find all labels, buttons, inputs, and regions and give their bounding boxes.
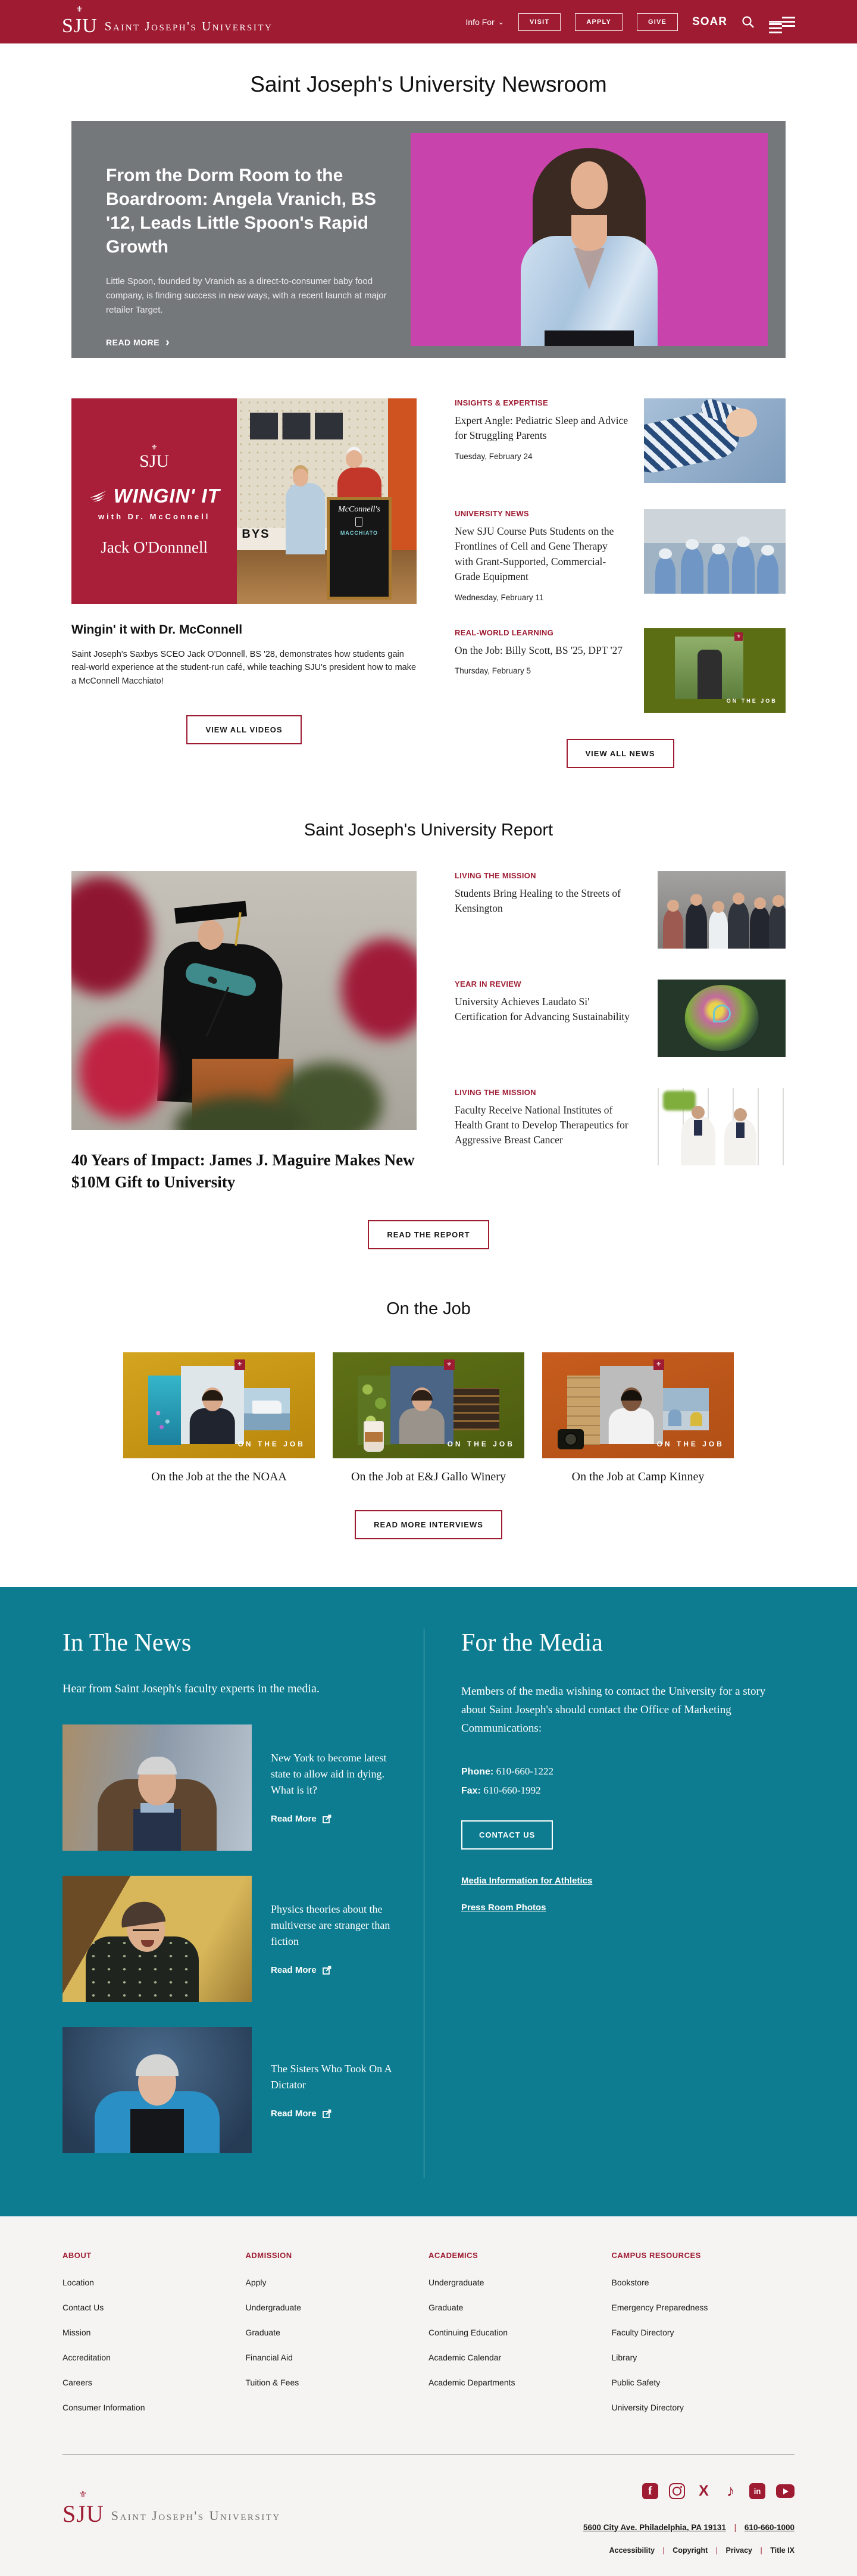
footer-column-admission [246, 2251, 429, 2428]
video-show-subtitle: with Dr. McConnell [98, 512, 211, 522]
report-category: LIVING THE MISSION [455, 871, 536, 880]
footer-link-bookstore[interactable]: Bookstore [611, 2277, 649, 2287]
sju-logo[interactable] [62, 5, 273, 37]
sju-logo-mark: ⚜ SJU [62, 5, 98, 37]
site-header [0, 0, 857, 43]
sju-logo-wordmark: Saint Joseph's University [104, 18, 273, 33]
soar-link[interactable]: SOAR [692, 15, 727, 28]
linkedin-icon[interactable]: in [749, 2483, 765, 2499]
legal-links: Accessibility | Copyright | Privacy | Title IX [609, 2546, 795, 2555]
news-list-item [455, 398, 786, 483]
on-the-job-card-gallo[interactable] [333, 1352, 524, 1458]
tiktok-icon[interactable]: ♪ [726, 2481, 735, 2500]
page-title: Saint Joseph's University Newsroom [250, 72, 607, 96]
report-item-title[interactable]: University Achieves Laudato Si' Certification for Advancing Sustainability [455, 995, 630, 1022]
press-room-photos-link[interactable]: Press Room Photos [461, 1902, 546, 1913]
read-more-link[interactable]: Read More [271, 2109, 331, 2119]
in-the-news-title: In The News [62, 1629, 192, 1657]
report-item [455, 871, 786, 949]
news-list-column [455, 398, 786, 768]
video-title: Wingin' it with Dr. McConnell [71, 623, 243, 637]
privacy-link[interactable]: Privacy [725, 2546, 753, 2555]
camera-graphic [558, 1429, 584, 1449]
footer-link-academic-departments[interactable]: Academic Departments [428, 2377, 515, 2387]
info-for-menu[interactable]: Info For ⌄ [465, 17, 504, 27]
chalkboard-sign: McConnell's MACCHIATO [327, 497, 392, 600]
on-the-job-card-noaa[interactable] [123, 1352, 315, 1458]
video-thumbnail[interactable] [71, 398, 417, 604]
dna-graphic [151, 1405, 174, 1433]
footer-column-academics [428, 2251, 612, 2428]
footer-link-consumer-information[interactable]: Consumer Information [62, 2402, 145, 2412]
footer-link-public-safety[interactable]: Public Safety [611, 2377, 661, 2387]
view-all-news-button[interactable]: VIEW ALL NEWS [567, 739, 674, 768]
footer-link-careers[interactable]: Careers [62, 2377, 92, 2387]
footer-link-graduate[interactable]: Graduate [245, 2327, 280, 2337]
coffee-cup-icon [355, 517, 362, 527]
news-date: Tuesday, February 24 [455, 451, 533, 461]
wine-shelf-photo [453, 1388, 499, 1430]
read-the-report-button[interactable]: READ THE REPORT [368, 1220, 489, 1249]
footer-sju-logo[interactable] [62, 2489, 281, 2527]
news-list-item [455, 509, 786, 602]
on-the-job-card-camp-kinney[interactable] [542, 1352, 734, 1458]
copyright-link[interactable]: Copyright [673, 2546, 708, 2555]
news-category: INSIGHTS & EXPERTISE [455, 398, 548, 407]
menu-icon[interactable] [769, 14, 795, 29]
apply-button[interactable]: APPLY [575, 13, 623, 31]
report-thumbnail-faculty-lab[interactable] [658, 1088, 786, 1165]
footer-column-about [62, 2251, 246, 2428]
news-date: Wednesday, February 11 [455, 592, 544, 602]
for-the-media-column [424, 1629, 795, 2178]
x-twitter-icon[interactable]: X [699, 2482, 709, 2499]
footer-link-library[interactable]: Library [611, 2352, 637, 2362]
media-fax: Fax: 610-660-1992 [461, 1784, 541, 1796]
title-ix-link[interactable]: Title IX [770, 2546, 795, 2555]
footer-link-tuition-fees[interactable]: Tuition & Fees [245, 2377, 299, 2387]
header-nav [466, 13, 796, 31]
footer-heading: CAMPUS RESOURCES [611, 2250, 701, 2260]
report-feature-photo[interactable] [71, 871, 417, 1130]
video-description: Saint Joseph's Saxbys SCEO Jack O'Donnell, BS '28, demonstrates how students gain real-world experience at the student-run café, while teaching SJU's president how to make a McConnell Macchiato! [71, 650, 417, 686]
report-section-title: Saint Joseph's University Report [304, 820, 553, 840]
chevron-down-icon: ⌄ [498, 17, 504, 26]
in-the-news-subtitle: Hear from Saint Joseph's faculty experts in the media. [62, 1682, 320, 1695]
fleur-de-lis-icon: ⚜ [76, 5, 84, 14]
iced-coffee-graphic [364, 1421, 384, 1452]
sju-logo-mark: ⚜ SJU [62, 2489, 104, 2527]
on-the-job-caption: ON THE JOB [237, 1440, 305, 1449]
hero-feature [71, 121, 786, 358]
in-the-news-headline: The Sisters Who Took On A Dictator [271, 2062, 392, 2091]
in-the-news-headline: New York to become latest state to allow aid in dying. What is it? [271, 1752, 387, 1796]
report-item [455, 1088, 786, 1165]
in-the-news-item [62, 1876, 398, 2002]
report-item-title[interactable]: Faculty Receive National Institutes of Health Grant to Develop Therapeutics for Aggressive Breast Cancer [455, 1103, 628, 1146]
on-the-job-caption: ON THE JOB [447, 1440, 515, 1449]
news-category: UNIVERSITY NEWS [455, 509, 529, 518]
youtube-icon[interactable] [776, 2484, 795, 2498]
footer-link-graduate[interactable]: Graduate [428, 2302, 464, 2312]
media-info-athletics-link[interactable]: Media Information for Athletics [461, 1875, 593, 1886]
chevron-right-icon: › [165, 335, 170, 349]
report-category: YEAR IN REVIEW [455, 979, 521, 988]
footer-link-contact-us[interactable]: Contact Us [62, 2302, 104, 2312]
news-thumbnail-baby[interactable] [644, 398, 786, 483]
report-item [455, 980, 786, 1057]
news-category: REAL-WORLD LEARNING [455, 628, 554, 637]
visit-button[interactable]: VISIT [518, 13, 561, 31]
footer-link-emergency-preparedness[interactable]: Emergency Preparedness [611, 2302, 708, 2312]
contact-us-button[interactable]: CONTACT US [461, 1820, 553, 1850]
laudato-si-mark [713, 1005, 731, 1022]
news-thumbnail-lab-students[interactable] [644, 509, 786, 594]
on-the-job-title: On the Job [386, 1299, 471, 1318]
in-the-news-column [62, 1629, 424, 2178]
view-all-videos-button[interactable]: VIEW ALL VIDEOS [186, 715, 301, 744]
footer-link-mission[interactable]: Mission [62, 2327, 91, 2337]
footer-link-academic-calendar[interactable]: Academic Calendar [428, 2352, 502, 2362]
report-thumbnail-laudato-si[interactable] [658, 980, 786, 1057]
news-title-link[interactable]: New SJU Course Puts Students on the Frontlines of Cell and Gene Therapy with Grant-Supported, Commercial-Grade Equipment [455, 525, 614, 583]
news-thumbnail-on-the-job[interactable]: ⚜ ON THE JOB [644, 628, 786, 713]
expert-photo-street[interactable] [62, 1724, 252, 1851]
sju-shield-icon: ⚜ [444, 1359, 455, 1370]
saxbys-sign: BYS [237, 528, 341, 550]
on-the-job-section [71, 1299, 786, 1539]
facebook-icon[interactable]: f [642, 2483, 658, 2499]
media-phone: Phone: 610-660-1222 [461, 1765, 553, 1777]
expert-photo-portrait[interactable] [62, 2027, 252, 2153]
video-show-title: WINGIN' IT [113, 485, 220, 507]
for-the-media-title: For the Media [461, 1629, 603, 1657]
video-guest-name: Jack O'Donnnell [101, 538, 208, 557]
video-thumb-title-panel [71, 398, 237, 604]
hero-title: From the Dorm Room to the Boardroom: Angela Vranich, BS '12, Leads Little Spoon's Rapid Growth [106, 166, 376, 257]
phone-link[interactable]: 610-660-1000 [744, 2522, 795, 2532]
news-list-item [455, 628, 786, 713]
sju-shield-icon: ⚜ [734, 632, 743, 641]
footer-link-accreditation[interactable]: Accreditation [62, 2352, 111, 2362]
footer-link-faculty-directory[interactable]: Faculty Directory [611, 2327, 674, 2337]
external-link-icon [323, 1966, 331, 1975]
report-items-column [455, 871, 786, 1196]
in-the-news-headline: Physics theories about the multiverse are stranger than fiction [271, 1903, 390, 1947]
read-more-link[interactable]: Read More [271, 1965, 331, 1975]
accessibility-link[interactable]: Accessibility [609, 2546, 655, 2555]
report-category: LIVING THE MISSION [455, 1087, 536, 1097]
footer-link-undergraduate[interactable]: Undergraduate [245, 2302, 301, 2312]
sju-shield-icon: ⚜ [653, 1359, 664, 1370]
expert-photo-bookstore[interactable] [62, 1876, 252, 2002]
fleur-de-lis-icon: ⚜ [79, 2489, 88, 2500]
site-footer [0, 2216, 857, 2576]
wing-icon [89, 489, 109, 503]
address-link[interactable]: 5600 City Ave. Philadelphia, PA 19131 [583, 2522, 726, 2532]
for-the-media-body: Members of the media wishing to contact the University for a story about Saint Joseph's should contact the Office of Marketing Communications: [461, 1685, 766, 1735]
search-icon[interactable] [742, 15, 755, 29]
media-band [0, 1587, 857, 2216]
hero-read-more-link[interactable]: READ MORE › [106, 335, 170, 349]
footer-logo-wordmark: Saint Joseph's University [111, 2508, 281, 2523]
footer-link-continuing-education[interactable]: Continuing Education [428, 2327, 508, 2337]
news-title-link[interactable]: Expert Angle: Pediatric Sleep and Advice for Struggling Parents [455, 414, 628, 442]
in-the-news-item [62, 1724, 398, 1851]
on-the-job-card-title[interactable]: On the Job at E&J Gallo Winery [351, 1470, 506, 1483]
news-title-link[interactable]: On the Job: Billy Scott, BS '25, DPT '27 [455, 644, 623, 656]
on-the-job-caption: ON THE JOB [656, 1440, 724, 1449]
external-link-icon [323, 1814, 331, 1823]
report-thumbnail-students[interactable] [658, 871, 786, 949]
on-the-job-card-title[interactable]: On the Job at Camp Kinney [571, 1470, 705, 1483]
news-date: Thursday, February 5 [455, 666, 531, 675]
classroom-photo [663, 1388, 709, 1430]
report-item-title[interactable]: Students Bring Healing to the Streets of Kensington [455, 887, 621, 914]
instagram-icon[interactable] [669, 2483, 685, 2499]
give-button[interactable]: GIVE [637, 13, 678, 31]
footer-link-apply[interactable]: Apply [245, 2277, 267, 2287]
featured-video-column [71, 398, 417, 768]
read-more-link[interactable]: Read More [271, 1814, 331, 1824]
university-report-section [71, 821, 786, 1249]
hero-description: Little Spoon, founded by Vranich as a direct-to-consumer baby food company, is finding success in new ways, with a recent launch at major retailer Target. [106, 276, 387, 315]
ship-photo [244, 1388, 290, 1430]
video-thumb-photo [237, 398, 417, 604]
sju-mini-logo: ⚜ SJU [139, 443, 170, 472]
hero-photo [411, 133, 768, 346]
address-row: 5600 City Ave. Philadelphia, PA 19131 | 610-660-1000 [583, 2522, 795, 2532]
in-the-news-item [62, 2027, 398, 2153]
footer-heading: ACADEMICS [428, 2250, 478, 2260]
footer-heading: ADMISSION [245, 2250, 292, 2260]
footer-link-financial-aid[interactable]: Financial Aid [245, 2352, 293, 2362]
footer-link-university-directory[interactable]: University Directory [611, 2402, 684, 2412]
social-links [642, 2483, 795, 2499]
sju-shield-icon: ⚜ [234, 1359, 245, 1370]
fleur-de-lis-icon: ⚜ [151, 443, 158, 452]
read-more-interviews-button[interactable]: READ MORE INTERVIEWS [355, 1510, 502, 1539]
report-feature-title[interactable]: 40 Years of Impact: James J. Maguire Makes New $10M Gift to University [71, 1150, 415, 1192]
footer-heading: ABOUT [62, 2250, 92, 2260]
external-link-icon [323, 2109, 331, 2118]
footer-link-location[interactable]: Location [62, 2277, 94, 2287]
footer-link-undergraduate[interactable]: Undergraduate [428, 2277, 484, 2287]
on-the-job-card-title[interactable]: On the Job at the the NOAA [151, 1470, 287, 1483]
footer-column-campus-resources [612, 2251, 795, 2428]
